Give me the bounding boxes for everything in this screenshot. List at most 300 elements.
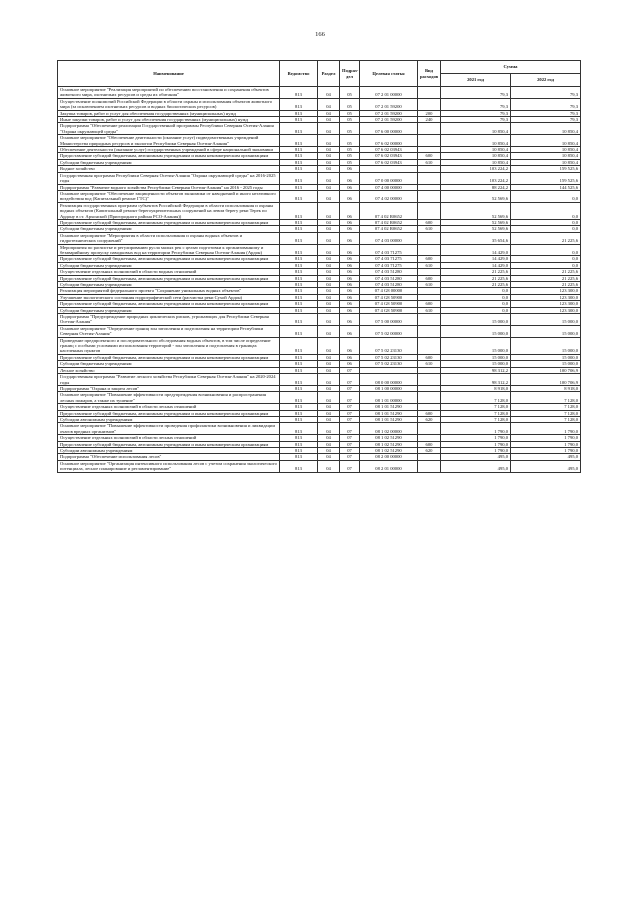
table-row bbox=[58, 325, 581, 337]
cell-expense-type bbox=[418, 314, 441, 326]
header-section: Раздел bbox=[318, 61, 340, 87]
cell-2022: 79,3 bbox=[511, 110, 581, 116]
cell-subsection: 05 bbox=[340, 117, 360, 123]
cell-article: 07 4 03 51280 bbox=[360, 282, 418, 288]
cell-2021: 1 790,0 bbox=[441, 423, 511, 435]
cell-subsection: 06 bbox=[340, 202, 360, 219]
cell-2021: 52 569,6 bbox=[441, 190, 511, 202]
cell-section: 04 bbox=[318, 441, 340, 447]
cell-expense-type: 620 bbox=[418, 447, 441, 453]
cell-section: 04 bbox=[318, 256, 340, 262]
cell-name: Предоставление субсидий бюджетным, автономным учреждениям и иным некоммерческим организациям bbox=[58, 410, 280, 416]
cell-article: 07 2 01 59200 bbox=[360, 117, 418, 123]
cell-section: 04 bbox=[318, 392, 340, 404]
cell-2021: 1 790,0 bbox=[441, 435, 511, 441]
cell-subsection: 05 bbox=[340, 98, 360, 110]
cell-article: 08 1 02 51290 bbox=[360, 441, 418, 447]
cell-subsection: 05 bbox=[340, 147, 360, 153]
cell-article: 07 2 01 59200 bbox=[360, 98, 418, 110]
cell-subsection: 05 bbox=[340, 110, 360, 116]
cell-expense-type bbox=[418, 190, 441, 202]
cell-2022: 7 128,0 bbox=[511, 416, 581, 422]
cell-article: 08 2 01 00000 bbox=[360, 460, 418, 472]
cell-expense-type bbox=[418, 98, 441, 110]
cell-subsection: 06 bbox=[340, 219, 360, 225]
table-header-row bbox=[58, 61, 581, 74]
cell-2022: 0,0 bbox=[511, 219, 581, 225]
cell-name: Основное мероприятие "Реализация мероприятий по обеспечению восстановления и сохранения объектов животного мира, охотничьих ресурсов и среды их обитания" bbox=[58, 87, 280, 99]
cell-article: 07 4 03 71275 bbox=[360, 256, 418, 262]
cell-expense-type: 600 bbox=[418, 153, 441, 159]
cell-article: 07 2 01 59200 bbox=[360, 110, 418, 116]
cell-2021: 15 000,0 bbox=[441, 314, 511, 326]
cell-name: Субсидии автономным учреждениям bbox=[58, 416, 280, 422]
cell-expense-type: 600 bbox=[418, 301, 441, 307]
page-number: 166 bbox=[315, 31, 325, 38]
cell-2022: 123 300,0 bbox=[511, 288, 581, 294]
cell-2022: 79,3 bbox=[511, 98, 581, 110]
cell-subsection: 05 bbox=[340, 153, 360, 159]
cell-dept: 813 bbox=[280, 172, 318, 184]
cell-name: Государственная программа Республики Северная Осетия-Алания "Охрана окружающей среды" на 2016-2025 годы bbox=[58, 172, 280, 184]
cell-2021: 15 000,0 bbox=[441, 354, 511, 360]
cell-section: 04 bbox=[318, 147, 340, 153]
cell-2022: 1 790,0 bbox=[511, 447, 581, 453]
cell-name: Субсидии бюджетным учреждениям bbox=[58, 361, 280, 367]
cell-2021: 0,0 bbox=[441, 288, 511, 294]
cell-article: 07 5 02 23130 bbox=[360, 337, 418, 354]
cell-expense-type: 610 bbox=[418, 159, 441, 165]
cell-2021: 15 000,0 bbox=[441, 325, 511, 337]
cell-dept: 813 bbox=[280, 256, 318, 262]
cell-expense-type: 610 bbox=[418, 262, 441, 268]
cell-dept: 813 bbox=[280, 98, 318, 110]
cell-article: 08 1 02 51290 bbox=[360, 435, 418, 441]
cell-section: 04 bbox=[318, 117, 340, 123]
cell-section: 04 bbox=[318, 226, 340, 232]
cell-2022: 495,0 bbox=[511, 460, 581, 472]
cell-section: 04 bbox=[318, 325, 340, 337]
cell-section: 04 bbox=[318, 288, 340, 294]
cell-dept: 813 bbox=[280, 314, 318, 326]
cell-article: 08 1 02 51290 bbox=[360, 447, 418, 453]
cell-dept: 813 bbox=[280, 288, 318, 294]
cell-dept: 813 bbox=[280, 202, 318, 219]
cell-section: 04 bbox=[318, 166, 340, 172]
cell-section: 04 bbox=[318, 435, 340, 441]
cell-2022: 123 300,0 bbox=[511, 301, 581, 307]
cell-section: 04 bbox=[318, 361, 340, 367]
cell-dept: 813 bbox=[280, 190, 318, 202]
cell-section: 04 bbox=[318, 202, 340, 219]
cell-expense-type: 600 bbox=[418, 219, 441, 225]
cell-subsection: 06 bbox=[340, 226, 360, 232]
cell-article: 07 6 02 03943 bbox=[360, 153, 418, 159]
cell-dept: 813 bbox=[280, 392, 318, 404]
cell-name: Субсидии бюджетным учреждениям bbox=[58, 226, 280, 232]
cell-name: Субсидии бюджетным учреждениям bbox=[58, 282, 280, 288]
cell-dept: 813 bbox=[280, 184, 318, 190]
cell-name: Субсидии бюджетным учреждениям bbox=[58, 262, 280, 268]
cell-dept: 813 bbox=[280, 87, 318, 99]
cell-2021: 52 569,6 bbox=[441, 219, 511, 225]
cell-dept: 813 bbox=[280, 435, 318, 441]
cell-dept: 813 bbox=[280, 447, 318, 453]
cell-section: 04 bbox=[318, 159, 340, 165]
cell-2022: 144 525,6 bbox=[511, 184, 581, 190]
cell-2022: 21 225,6 bbox=[511, 282, 581, 288]
cell-subsection: 06 bbox=[340, 256, 360, 262]
cell-subsection: 06 bbox=[340, 232, 360, 244]
cell-dept: 813 bbox=[280, 244, 318, 256]
cell-article: 07 6 02 03943 bbox=[360, 159, 418, 165]
table-row bbox=[58, 98, 581, 110]
cell-2021: 52 569,6 bbox=[441, 226, 511, 232]
cell-name: Основное мероприятие "Обеспечение защищенности объектов экономики от наводнений и иного негативного воздействия вод (Капитальный ремонт ГТС)" bbox=[58, 190, 280, 202]
cell-dept: 813 bbox=[280, 354, 318, 360]
cell-subsection: 06 bbox=[340, 354, 360, 360]
cell-2021: 103 224,2 bbox=[441, 172, 511, 184]
cell-section: 04 bbox=[318, 447, 340, 453]
cell-name: Основное мероприятие "Повышение эффективности проведения профилактики возникновения и ликвидации очагов вредных организмов" bbox=[58, 423, 280, 435]
cell-name: Обеспечение деятельности (оказание услуг) государственных учреждений в сфере национальной экономики bbox=[58, 147, 280, 153]
table-row bbox=[58, 172, 581, 184]
table-row bbox=[58, 244, 581, 256]
cell-subsection: 07 bbox=[340, 447, 360, 453]
cell-subsection: 05 bbox=[340, 87, 360, 99]
cell-expense-type bbox=[418, 172, 441, 184]
cell-subsection: 07 bbox=[340, 423, 360, 435]
cell-name: Подпрограмма "Обеспечение использования лесов" bbox=[58, 454, 280, 460]
cell-2021: 10 850,4 bbox=[441, 159, 511, 165]
cell-article: 07 5 02 00000 bbox=[360, 325, 418, 337]
cell-expense-type: 600 bbox=[418, 441, 441, 447]
cell-dept: 813 bbox=[280, 301, 318, 307]
cell-expense-type: 610 bbox=[418, 361, 441, 367]
cell-2021: 79,3 bbox=[441, 117, 511, 123]
header-year-2022: 2022 год bbox=[511, 74, 581, 87]
cell-dept: 813 bbox=[280, 282, 318, 288]
cell-name: Субсидии бюджетным учреждениям bbox=[58, 159, 280, 165]
cell-2022: 79,3 bbox=[511, 117, 581, 123]
cell-article: 07 5 02 23130 bbox=[360, 354, 418, 360]
cell-name: Подпрограмма "Предупреждение природных циклических рисков, угрожающих для Республики Северная Осетия-Алания" bbox=[58, 314, 280, 326]
cell-2022: 0,0 bbox=[511, 244, 581, 256]
cell-2022: 495,0 bbox=[511, 454, 581, 460]
header-year-2021: 2021 год bbox=[441, 74, 511, 87]
cell-name: Подпрограмма "Развитие водного хозяйства Республики Северная Осетия-Алания" на 2016 - 2025 годы bbox=[58, 184, 280, 190]
cell-subsection: 07 bbox=[340, 460, 360, 472]
cell-expense-type bbox=[418, 87, 441, 99]
cell-subsection: 06 bbox=[340, 361, 360, 367]
cell-dept: 813 bbox=[280, 441, 318, 447]
cell-article: 08 1 02 00000 bbox=[360, 423, 418, 435]
cell-section: 04 bbox=[318, 454, 340, 460]
cell-dept: 813 bbox=[280, 385, 318, 391]
cell-subsection: 05 bbox=[340, 135, 360, 147]
cell-subsection: 07 bbox=[340, 367, 360, 373]
cell-dept: 813 bbox=[280, 219, 318, 225]
cell-article: 07 4 02 R0652 bbox=[360, 202, 418, 219]
cell-expense-type: 240 bbox=[418, 117, 441, 123]
cell-article: 07 4 03 71275 bbox=[360, 244, 418, 256]
cell-2022: 15 000,0 bbox=[511, 337, 581, 354]
cell-dept: 813 bbox=[280, 262, 318, 268]
cell-2021: 7 128,0 bbox=[441, 416, 511, 422]
cell-article: 07 4 02 00000 bbox=[360, 190, 418, 202]
cell-2022: 0,0 bbox=[511, 226, 581, 232]
cell-section: 04 bbox=[318, 301, 340, 307]
cell-2021: 52 569,6 bbox=[441, 202, 511, 219]
cell-2022: 0,0 bbox=[511, 262, 581, 268]
cell-subsection: 06 bbox=[340, 166, 360, 172]
table-row bbox=[58, 423, 581, 435]
cell-subsection: 06 bbox=[340, 301, 360, 307]
cell-2022: 10 850,4 bbox=[511, 135, 581, 147]
cell-section: 04 bbox=[318, 354, 340, 360]
cell-dept: 813 bbox=[280, 307, 318, 313]
cell-name: Подпрограмма "Охрана и защита лесов" bbox=[58, 385, 280, 391]
cell-subsection: 06 bbox=[340, 307, 360, 313]
header-dept: Ведомство bbox=[280, 61, 318, 87]
cell-subsection: 06 bbox=[340, 244, 360, 256]
budget-table bbox=[57, 60, 581, 473]
cell-2021: 0,0 bbox=[441, 301, 511, 307]
table-row bbox=[58, 87, 581, 99]
cell-section: 04 bbox=[318, 410, 340, 416]
cell-name: Предоставление субсидий бюджетным, автономным учреждениям и иным некоммерческим организациям bbox=[58, 219, 280, 225]
cell-name: Основное мероприятие "Мероприятия в области использования и охраны водных объектов и гидротехнических сооружений" bbox=[58, 232, 280, 244]
cell-2022: 10 850,4 bbox=[511, 147, 581, 153]
cell-2022: 1 790,0 bbox=[511, 441, 581, 447]
cell-article: 08 2 00 00000 bbox=[360, 454, 418, 460]
table-row bbox=[58, 135, 581, 147]
cell-2021: 8 918,0 bbox=[441, 385, 511, 391]
cell-dept: 813 bbox=[280, 374, 318, 386]
cell-section: 04 bbox=[318, 460, 340, 472]
cell-expense-type: 610 bbox=[418, 307, 441, 313]
cell-2022: 123 300,0 bbox=[511, 307, 581, 313]
cell-2022: 8 918,0 bbox=[511, 385, 581, 391]
cell-2022: 123 300,0 bbox=[511, 294, 581, 300]
cell-section: 04 bbox=[318, 385, 340, 391]
cell-subsection: 07 bbox=[340, 416, 360, 422]
cell-2021: 14 429,0 bbox=[441, 262, 511, 268]
cell-expense-type bbox=[418, 135, 441, 147]
cell-dept: 813 bbox=[280, 404, 318, 410]
cell-expense-type: 620 bbox=[418, 416, 441, 422]
cell-name: Улучшение экологического состояния гидрографической сети (расчистка реки Сухой Ардон) bbox=[58, 294, 280, 300]
cell-dept: 813 bbox=[280, 166, 318, 172]
cell-2021: 15 000,0 bbox=[441, 361, 511, 367]
cell-2021: 15 000,0 bbox=[441, 337, 511, 354]
cell-expense-type: 610 bbox=[418, 226, 441, 232]
cell-name: Государственная программа "Развитие лесного хозяйства Республики Северная Осетия-Алания" на 2020-2024 годы bbox=[58, 374, 280, 386]
cell-expense-type bbox=[418, 392, 441, 404]
cell-dept: 813 bbox=[280, 294, 318, 300]
cell-dept: 813 bbox=[280, 135, 318, 147]
cell-subsection: 06 bbox=[340, 282, 360, 288]
cell-dept: 813 bbox=[280, 460, 318, 472]
cell-2022: 10 850,4 bbox=[511, 159, 581, 165]
cell-dept: 813 bbox=[280, 454, 318, 460]
cell-article: 08 1 01 51290 bbox=[360, 410, 418, 416]
cell-name: Осуществление полномочий Российской Федерации в области охраны и использования объектов животного мира (за исключением охотничьих ресурсов и водных биологических ресурсов) bbox=[58, 98, 280, 110]
cell-2022: 7 128,0 bbox=[511, 392, 581, 404]
cell-article: 07 4 G8 00000 bbox=[360, 288, 418, 294]
cell-2022: 10 850,4 bbox=[511, 123, 581, 135]
cell-2022: 0,0 bbox=[511, 202, 581, 219]
header-name: Наименование bbox=[58, 61, 280, 87]
table-row bbox=[58, 232, 581, 244]
cell-2022: 21 225,6 bbox=[511, 232, 581, 244]
cell-section: 04 bbox=[318, 87, 340, 99]
cell-section: 04 bbox=[318, 307, 340, 313]
cell-subsection: 06 bbox=[340, 294, 360, 300]
cell-2022: 159 525,6 bbox=[511, 166, 581, 172]
cell-section: 04 bbox=[318, 98, 340, 110]
header-expense-type: Вид расходов bbox=[418, 61, 441, 87]
cell-dept: 813 bbox=[280, 226, 318, 232]
cell-article: 07 5 02 23130 bbox=[360, 361, 418, 367]
cell-name: Лесное хозяйство bbox=[58, 367, 280, 373]
cell-subsection: 06 bbox=[340, 288, 360, 294]
cell-2022: 1 790,0 bbox=[511, 423, 581, 435]
cell-subsection: 06 bbox=[340, 337, 360, 354]
cell-article: 07 6 00 00000 bbox=[360, 123, 418, 135]
cell-section: 04 bbox=[318, 123, 340, 135]
cell-section: 04 bbox=[318, 282, 340, 288]
table-row bbox=[58, 460, 581, 472]
cell-2021: 7 128,0 bbox=[441, 392, 511, 404]
cell-name: Предоставление субсидий бюджетным, автономным учреждениям и иным некоммерческим организациям bbox=[58, 301, 280, 307]
cell-dept: 813 bbox=[280, 275, 318, 281]
cell-expense-type bbox=[418, 374, 441, 386]
cell-2022: 0,0 bbox=[511, 190, 581, 202]
cell-expense-type bbox=[418, 244, 441, 256]
cell-article: 07 4 G8 50900 bbox=[360, 294, 418, 300]
cell-2021: 21 225,6 bbox=[441, 269, 511, 275]
cell-2022: 1 790,0 bbox=[511, 435, 581, 441]
cell-expense-type bbox=[418, 337, 441, 354]
cell-2021: 88 224,2 bbox=[441, 184, 511, 190]
cell-2021: 14 429,0 bbox=[441, 244, 511, 256]
cell-expense-type bbox=[418, 202, 441, 219]
cell-dept: 813 bbox=[280, 337, 318, 354]
cell-name: Иные закупки товаров, работ и услуг для обеспечения государственных (муниципальных) нужд bbox=[58, 117, 280, 123]
cell-dept: 813 bbox=[280, 325, 318, 337]
cell-section: 04 bbox=[318, 190, 340, 202]
cell-section: 04 bbox=[318, 275, 340, 281]
header-subsection: Подраз-дел bbox=[340, 61, 360, 87]
cell-section: 04 bbox=[318, 416, 340, 422]
cell-subsection: 07 bbox=[340, 454, 360, 460]
cell-name: Предоставление субсидий бюджетным, автономным учреждениям и иным некоммерческим организациям bbox=[58, 275, 280, 281]
cell-subsection: 07 bbox=[340, 404, 360, 410]
cell-2021: 79,3 bbox=[441, 110, 511, 116]
cell-2021: 21 225,6 bbox=[441, 275, 511, 281]
cell-article: 07 5 00 00000 bbox=[360, 314, 418, 326]
cell-section: 04 bbox=[318, 269, 340, 275]
cell-2021: 1 790,0 bbox=[441, 441, 511, 447]
cell-dept: 813 bbox=[280, 110, 318, 116]
cell-2021: 1 790,0 bbox=[441, 447, 511, 453]
cell-name: Субсидии автономным учреждениям bbox=[58, 447, 280, 453]
cell-dept: 813 bbox=[280, 232, 318, 244]
cell-2022: 100 706,9 bbox=[511, 374, 581, 386]
cell-expense-type bbox=[418, 423, 441, 435]
cell-article: 08 1 00 00000 bbox=[360, 385, 418, 391]
cell-2022: 7 128,0 bbox=[511, 404, 581, 410]
cell-article: 07 4 03 71275 bbox=[360, 262, 418, 268]
cell-article: 07 4 03 51280 bbox=[360, 269, 418, 275]
cell-expense-type: 600 bbox=[418, 410, 441, 416]
cell-name: Основное мероприятие "Обеспечение деятельности (оказание услуг) подведомственных учреждений Министерства природных ресурсов и экологии Республики Северная Осетия-Алания" bbox=[58, 135, 280, 147]
cell-subsection: 07 bbox=[340, 441, 360, 447]
cell-section: 04 bbox=[318, 184, 340, 190]
cell-name: Предоставление субсидий бюджетным, автономным учреждениям и иным некоммерческим организациям bbox=[58, 441, 280, 447]
cell-2022: 21 225,6 bbox=[511, 275, 581, 281]
cell-name: Закупка товаров, работ и услуг для обеспечения государственных (муниципальных) нужд bbox=[58, 110, 280, 116]
cell-subsection: 06 bbox=[340, 190, 360, 202]
cell-expense-type: 610 bbox=[418, 282, 441, 288]
cell-name: Водное хозяйство bbox=[58, 166, 280, 172]
cell-dept: 813 bbox=[280, 410, 318, 416]
table-row bbox=[58, 314, 581, 326]
cell-expense-type bbox=[418, 325, 441, 337]
cell-2022: 7 128,0 bbox=[511, 410, 581, 416]
cell-subsection: 06 bbox=[340, 184, 360, 190]
cell-subsection: 06 bbox=[340, 314, 360, 326]
cell-dept: 813 bbox=[280, 123, 318, 135]
cell-expense-type: 600 bbox=[418, 354, 441, 360]
cell-subsection: 05 bbox=[340, 159, 360, 165]
cell-article: 07 4 03 51280 bbox=[360, 275, 418, 281]
cell-article: 07 4 G8 50900 bbox=[360, 301, 418, 307]
cell-name: Осуществление отдельных полномочий в области лесных отношений bbox=[58, 404, 280, 410]
cell-dept: 813 bbox=[280, 269, 318, 275]
cell-subsection: 06 bbox=[340, 269, 360, 275]
cell-2022: 159 525,6 bbox=[511, 172, 581, 184]
cell-2021: 98 312,2 bbox=[441, 367, 511, 373]
cell-subsection: 07 bbox=[340, 435, 360, 441]
cell-expense-type: 600 bbox=[418, 275, 441, 281]
table-row bbox=[58, 374, 581, 386]
cell-name: Осуществление отдельных полномочий в области лесных отношений bbox=[58, 435, 280, 441]
cell-2021: 10 850,4 bbox=[441, 135, 511, 147]
table-row bbox=[58, 202, 581, 219]
cell-section: 04 bbox=[318, 374, 340, 386]
cell-section: 04 bbox=[318, 135, 340, 147]
cell-subsection: 07 bbox=[340, 410, 360, 416]
cell-dept: 813 bbox=[280, 423, 318, 435]
cell-2022: 100 706,9 bbox=[511, 367, 581, 373]
cell-subsection: 06 bbox=[340, 262, 360, 268]
cell-2021: 0,0 bbox=[441, 307, 511, 313]
cell-expense-type bbox=[418, 123, 441, 135]
cell-name: Предоставление субсидий бюджетным, автономным учреждениям и иным некоммерческим организациям bbox=[58, 256, 280, 262]
header-article: Целевая статья bbox=[360, 61, 418, 87]
cell-2021: 21 225,6 bbox=[441, 282, 511, 288]
cell-dept: 813 bbox=[280, 361, 318, 367]
cell-dept: 813 bbox=[280, 147, 318, 153]
cell-2021: 7 128,0 bbox=[441, 410, 511, 416]
cell-section: 04 bbox=[318, 232, 340, 244]
cell-section: 04 bbox=[318, 367, 340, 373]
cell-name: Предоставление субсидий бюджетным, автономным учреждениям и иным некоммерческим организациям bbox=[58, 153, 280, 159]
table-body bbox=[58, 87, 581, 473]
cell-2022: 15 000,0 bbox=[511, 325, 581, 337]
